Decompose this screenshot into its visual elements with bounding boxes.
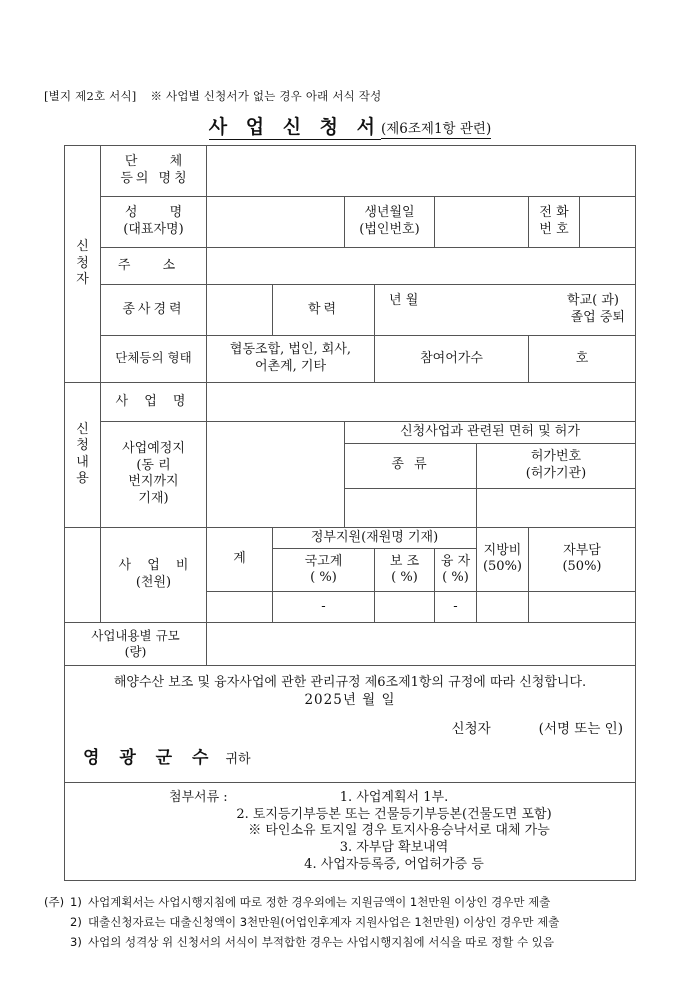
label-subsidy bbox=[375, 549, 435, 592]
section-label-content-char-4: 용 bbox=[76, 471, 89, 487]
declaration-block bbox=[65, 666, 636, 783]
section-label-content bbox=[65, 383, 101, 528]
label-education-text: 학력 bbox=[307, 301, 340, 317]
label-cost-total-text: 계 bbox=[233, 551, 246, 567]
section-label-content-cont bbox=[65, 527, 101, 623]
label-participants-text: 참여어가수 bbox=[420, 350, 483, 366]
label-subsidy-line2: ( %) bbox=[391, 570, 418, 586]
attachments-block bbox=[65, 783, 636, 881]
footnote-number: 1) bbox=[70, 895, 82, 909]
label-cost-total bbox=[207, 527, 273, 592]
label-birthdate-line2: (법인번호) bbox=[359, 222, 420, 237]
table-row-name-birth-phone bbox=[65, 197, 636, 248]
label-org-type-text: 단체등의 형태 bbox=[115, 350, 192, 366]
table-row-cost-header bbox=[65, 527, 636, 549]
declaration-text: 해양수산 보조 및 융자사업에 관한 관리규정 제6조제1항의 규정에 따라 신청합니다. bbox=[113, 675, 587, 691]
section-label-applicant-char-1: 신 bbox=[76, 239, 89, 255]
label-project-site-line2: (동 리 bbox=[136, 457, 171, 473]
participants-unit: 호 bbox=[575, 350, 589, 366]
attachment-item-note: ※ 타인소유 토지일 경우 토지사용승낙서로 대체 가능 bbox=[248, 823, 550, 839]
signature-note: (서명 또는 인) bbox=[538, 721, 623, 738]
table-row-attachments bbox=[65, 783, 636, 881]
label-education bbox=[273, 285, 375, 336]
table-row-site-license-header bbox=[65, 422, 636, 444]
field-address[interactable] bbox=[207, 248, 636, 285]
form-reference bbox=[44, 88, 381, 104]
attachments-label: 첨부서류 : bbox=[168, 790, 228, 806]
field-participants[interactable] bbox=[529, 336, 636, 383]
table-row-career-education bbox=[65, 285, 636, 336]
table-row-address bbox=[65, 248, 636, 285]
signature-row bbox=[69, 709, 631, 738]
label-national-treasury-line1: 국고계 bbox=[304, 553, 343, 569]
footnote-number: 2) bbox=[70, 914, 82, 929]
section-label-applicant bbox=[65, 146, 101, 383]
label-org-name-line1: 단 체 bbox=[124, 154, 197, 170]
table-row-project-name bbox=[65, 383, 636, 422]
label-self-cost bbox=[529, 527, 636, 592]
education-year-month: 년 월 bbox=[389, 293, 419, 309]
field-national-treasury[interactable]: - bbox=[273, 592, 375, 623]
label-career-text: 종사경력 bbox=[122, 301, 185, 317]
label-org-name-line2: 등의 명칭 bbox=[120, 171, 190, 186]
label-project-site bbox=[101, 422, 207, 528]
label-license-number bbox=[477, 443, 636, 488]
field-scale[interactable] bbox=[207, 623, 636, 666]
org-type-options-line2: 어촌계, 기타 bbox=[254, 359, 327, 374]
table-row-declaration bbox=[65, 666, 636, 783]
attachments-list bbox=[236, 790, 551, 873]
field-phone[interactable] bbox=[580, 197, 636, 248]
field-org-name[interactable] bbox=[207, 146, 636, 197]
field-representative-name[interactable] bbox=[207, 197, 345, 248]
label-org-name bbox=[101, 146, 207, 197]
recipient-line bbox=[69, 738, 631, 778]
label-local-cost-line2: (50%) bbox=[482, 559, 523, 575]
field-license-number[interactable] bbox=[477, 488, 636, 527]
section-label-applicant-char-3: 자 bbox=[76, 272, 89, 288]
attachment-item: 1. 사업계획서 1부. bbox=[339, 790, 449, 806]
table-row-scale bbox=[65, 623, 636, 666]
field-self-cost[interactable] bbox=[529, 592, 636, 623]
label-license-type-text: 종 류 bbox=[391, 457, 430, 473]
footnote-row bbox=[44, 933, 664, 953]
label-project-site-line4: 기재) bbox=[138, 490, 169, 506]
signer-label: 신청자 bbox=[451, 721, 491, 738]
label-subsidy-line1: 보 조 bbox=[389, 553, 420, 569]
section-label-content-char-1: 신 bbox=[76, 421, 89, 437]
label-participants bbox=[375, 336, 529, 383]
application-form-table bbox=[64, 145, 636, 881]
label-project-site-line3: 번지까지 bbox=[128, 474, 179, 490]
label-representative-name-line2: (대표자명) bbox=[123, 222, 184, 237]
label-loan-line1: 융 자 bbox=[440, 553, 471, 569]
field-education[interactable] bbox=[375, 285, 636, 336]
field-license-type[interactable] bbox=[345, 488, 477, 527]
section-label-content-char-3: 내 bbox=[76, 454, 89, 470]
field-loan[interactable]: - bbox=[435, 592, 477, 623]
label-loan bbox=[435, 549, 477, 592]
label-license-number-line2: (허가기관) bbox=[525, 465, 587, 481]
label-license-type bbox=[345, 443, 477, 488]
page-title: 사 업 신 청 서 bbox=[208, 116, 381, 138]
label-local-cost-line1: 지방비 bbox=[483, 542, 522, 558]
attachment-item: 3. 자부담 확보내역 bbox=[339, 840, 449, 856]
label-org-type bbox=[101, 336, 207, 383]
label-loan-line2: ( %) bbox=[442, 570, 469, 586]
field-project-name[interactable] bbox=[207, 383, 636, 422]
recipient-honorific: 귀하 bbox=[225, 752, 251, 768]
label-project-cost-line2: (천원) bbox=[135, 574, 172, 590]
recipient-name: 영 광 군 수 bbox=[83, 748, 216, 769]
footnote-text: 사업의 성격상 위 신청서의 서식이 부적합한 경우는 사업시행지침에 서식을 따로 정할 수 있음 bbox=[88, 934, 555, 949]
label-national-treasury bbox=[273, 549, 375, 592]
label-birthdate bbox=[345, 197, 435, 248]
footnote-row bbox=[44, 913, 664, 933]
label-project-cost bbox=[101, 527, 207, 623]
page-title-subtitle: (제6조제1항 관련) bbox=[380, 121, 492, 137]
label-project-name-text: 사 업 명 bbox=[115, 393, 192, 409]
label-license-header: 신청사업과 관련된 면허 및 허가 bbox=[345, 422, 636, 444]
label-scale-line2: (량) bbox=[124, 644, 147, 660]
footnote-number: 3) bbox=[70, 934, 82, 949]
field-birthdate[interactable] bbox=[435, 197, 529, 248]
declaration-date: 2025년 월 일 bbox=[304, 691, 396, 708]
field-local-cost[interactable] bbox=[477, 592, 529, 623]
field-career[interactable] bbox=[207, 285, 273, 336]
footnote-row bbox=[44, 893, 664, 913]
label-birthdate-line1: 생년월일 bbox=[364, 205, 415, 221]
label-phone bbox=[529, 197, 580, 248]
label-local-cost bbox=[477, 527, 529, 592]
field-project-site[interactable] bbox=[207, 422, 345, 528]
label-scale bbox=[65, 623, 207, 666]
label-project-name bbox=[101, 383, 207, 422]
label-project-cost-line1: 사 업 비 bbox=[118, 558, 195, 574]
label-address bbox=[101, 248, 207, 285]
label-phone-line1: 전 화 bbox=[539, 205, 569, 221]
label-national-treasury-line2: ( %) bbox=[310, 570, 337, 586]
label-self-cost-line1: 자부담 bbox=[563, 542, 601, 558]
section-label-applicant-char-2: 청 bbox=[76, 255, 89, 271]
section-label-content-char-2: 청 bbox=[76, 438, 89, 454]
footnotes bbox=[44, 893, 664, 952]
field-cost-total[interactable] bbox=[207, 592, 273, 623]
form-reference-code: [별지 제2호 서식] bbox=[44, 89, 137, 103]
attachment-item: 2. 토지등기부등본 또는 건물등기부등본(건물도면 포함) bbox=[236, 806, 552, 822]
label-address-text: 주 소 bbox=[117, 257, 190, 273]
label-representative-name-line1: 성 명 bbox=[124, 205, 197, 221]
field-org-type[interactable] bbox=[207, 336, 375, 383]
table-row-org-type bbox=[65, 336, 636, 383]
form-reference-note: ※ 사업별 신청서가 없는 경우 아래 서식 작성 bbox=[150, 89, 382, 103]
footnote-text: 사업계획서는 사업시행지침에 따로 정한 경우외에는 지원금액이 1천만원 이상인 경우만 제출 bbox=[88, 895, 551, 909]
label-scale-line1: 사업내용별 규모 bbox=[91, 628, 180, 644]
education-status: 졸업 중퇴 bbox=[570, 310, 625, 325]
field-subsidy[interactable] bbox=[375, 592, 435, 623]
footnote-marker: (주) bbox=[44, 895, 65, 909]
table-row-org-name bbox=[65, 146, 636, 197]
org-type-options-line1: 협동조합, 법인, 회사, bbox=[229, 342, 352, 358]
label-representative-name bbox=[101, 197, 207, 248]
label-license-number-line1: 허가번호 bbox=[530, 449, 582, 464]
label-gov-support-header: 정부지원(재원명 기재) bbox=[273, 527, 477, 549]
footnote-text: 대출신청자료는 대출신청액이 3천만원(어업인후계자 지원사업은 1천만원) 이상인 경우만 제출 bbox=[88, 914, 560, 929]
education-school: 학교( 과) bbox=[567, 293, 619, 309]
label-project-site-line1: 사업예정지 bbox=[122, 441, 185, 457]
label-career bbox=[101, 285, 207, 336]
attachment-item: 4. 사업자등록증, 어업허가증 등 bbox=[304, 856, 484, 872]
label-self-cost-line2: (50%) bbox=[562, 559, 602, 575]
label-phone-line2: 번 호 bbox=[539, 222, 569, 237]
document-title-wrap bbox=[0, 112, 700, 139]
